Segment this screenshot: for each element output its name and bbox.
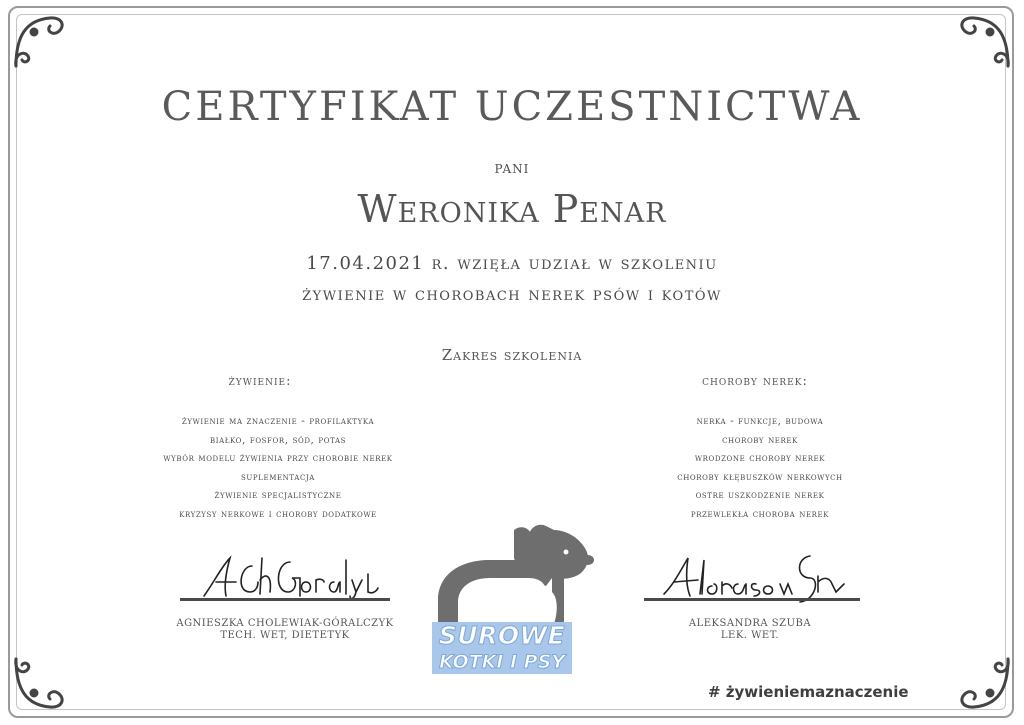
recipient-name: Weronika Penar	[357, 187, 667, 231]
right-signature	[660, 548, 850, 604]
left-signer-name: AGNIESZKA CHOLEWIAK-GÓRALCZYK	[176, 618, 394, 629]
logo-text-line1: SUROWE	[432, 622, 572, 650]
left-signature	[196, 552, 386, 602]
corner-ornament-top-left	[6, 6, 76, 76]
corner-ornament-bottom-right	[948, 649, 1018, 719]
list-item: kryzysy nerkowe i choroby dodatkowe	[179, 507, 377, 520]
honorific: pani	[494, 158, 530, 178]
list-item: suplementacja	[241, 470, 315, 483]
training-title: żywienie w chorobach nerek psów i kotów	[302, 284, 722, 305]
left-signer	[160, 618, 410, 642]
list-item: choroby kłębuszków nerkowych	[677, 470, 843, 483]
right-signer-role: LEK. WET.	[720, 630, 780, 641]
list-item: wrodzone choroby nerek	[694, 452, 826, 464]
right-signature-line	[644, 598, 860, 601]
list-item: ostre uszkodzenie nerek	[695, 489, 825, 501]
corner-ornament-bottom-left	[6, 649, 76, 719]
participation-statement: 17.04.2021 r. wzięła udział w szkoleniu	[306, 253, 718, 274]
list-item: przewlekła choroba nerek	[690, 507, 830, 520]
list-item: choroby nerek	[722, 433, 798, 446]
list-item: żywienie ma znaczenie - profilaktyka	[181, 415, 375, 427]
left-signer-role: TECH. WET, DIETETYK	[220, 630, 350, 641]
left-column-heading: żywienie:	[228, 374, 292, 389]
list-item: białko, fosfor, sód, potas	[209, 433, 347, 446]
right-column-heading: choroby nerek:	[702, 374, 808, 389]
scope-heading: Zakres szkolenia	[441, 346, 583, 364]
list-item: wybór modelu żywienia przy chorobie nerek	[163, 452, 393, 464]
left-signature-line	[180, 598, 390, 601]
list-item: żywienie specjalistyczne	[214, 489, 342, 501]
list-item: nerka - funkcje, budowa	[696, 415, 824, 427]
right-signer	[640, 618, 860, 642]
hashtag: # żywieniemaznaczenie	[708, 683, 909, 701]
corner-ornament-top-right	[948, 6, 1018, 76]
right-signer-name: ALEKSANDRA SZUBA	[688, 618, 812, 629]
logo-text-line2: KOTKI I PSY	[432, 650, 572, 674]
nutrition-topics-list	[118, 412, 438, 523]
certificate-title: CERTYFIKAT UCZESTNICTWA	[161, 84, 863, 130]
kidney-disease-topics-list	[600, 412, 920, 523]
